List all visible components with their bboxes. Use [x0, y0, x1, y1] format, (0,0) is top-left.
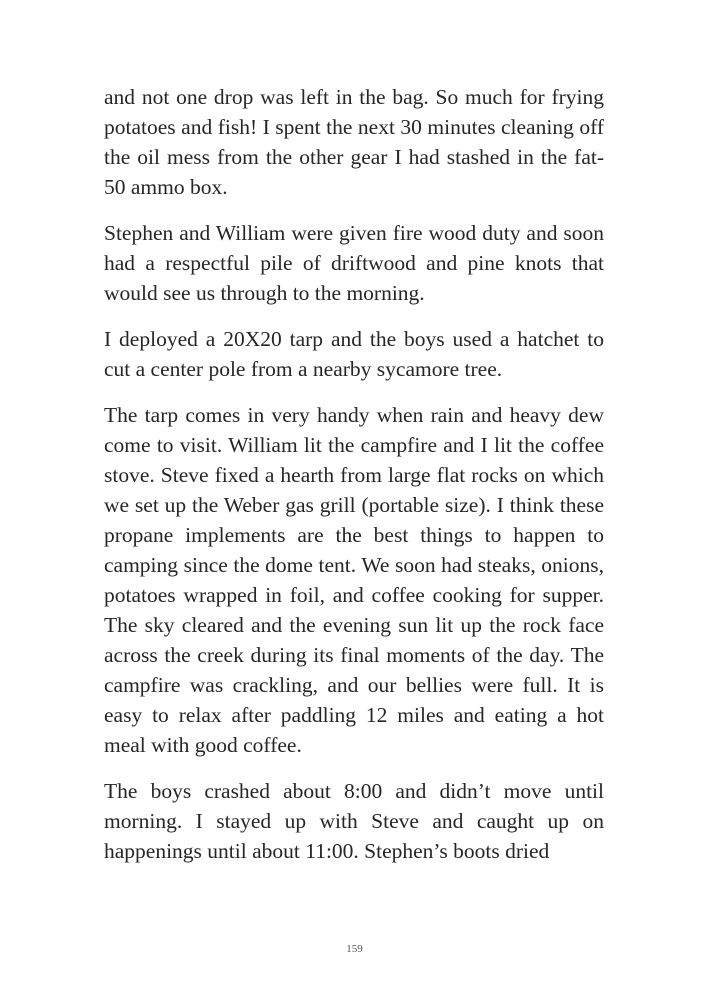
paragraph-1: and not one drop was left in the bag. So much for frying potatoes and fish! I spent the next 30 minutes cleaning off the oil mess from the other gear I had stashed in the fat-50 ammo box. [104, 85, 604, 199]
paragraph-5: The boys crashed about 8:00 and didn’t move until morning. I stayed up with Steve and caught up on happenings until about 11:00. Stephen’s boots dried [104, 779, 604, 863]
body-text [104, 82, 604, 882]
page-number: 159 [346, 943, 363, 955]
paragraph-3: I deployed a 20X20 tarp and the boys used a hatchet to cut a center pole from a nearby sycamore tree. [104, 327, 604, 381]
paragraph-4: The tarp comes in very handy when rain and heavy dew come to visit. William lit the campfire and I lit the coffee stove. Steve fixed a hearth from large flat rocks on which we set up the Weber gas grill (portable size). I think these propane implements are the best things to happen to camping since the dome tent. We soon had steaks, onions, potatoes wrapped in foil, and coffee cooking for supper. The sky cleared and the evening sun lit up the rock face across the creek during its final moments of the day. The campfire was crackling, and our bellies were full. It is easy to relax after paddling 12 miles and eating a hot meal with good coffee. [104, 403, 604, 757]
paragraph-2: Stephen and William were given fire wood duty and soon had a respectful pile of driftwood and pine knots that would see us through to the morning. [104, 221, 604, 305]
